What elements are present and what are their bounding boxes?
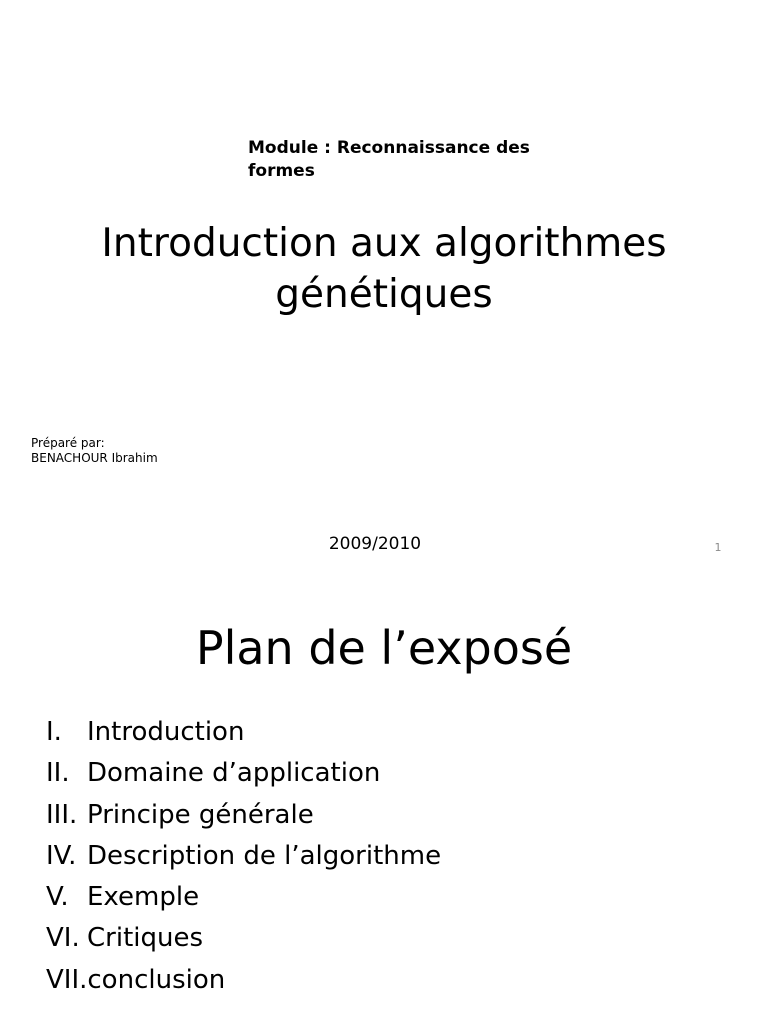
outline-title: Plan de l’exposé: [195, 621, 573, 675]
outline-item-label: Introduction: [87, 717, 245, 747]
outline-item-number: VII.: [46, 964, 88, 995]
outline-item-label: Exemple: [87, 882, 200, 913]
outline-item: [46, 918, 441, 959]
outline-item-label: conclusion: [87, 964, 226, 995]
outline-item-number: I.: [46, 717, 62, 747]
outline-item: [46, 877, 441, 918]
outline-item-number: II.: [46, 758, 70, 789]
outline-item: [46, 712, 441, 753]
outline-item-number: IV.: [46, 840, 77, 871]
outline-item-number: V.: [46, 882, 69, 913]
author-name: BENACHOUR Ibrahim: [31, 451, 158, 465]
outline-item-number: VI.: [46, 923, 80, 954]
outline-item: [46, 795, 441, 836]
outline-item-label: Critiques: [87, 923, 204, 954]
outline-item-label: Description de l’algorithme: [87, 840, 442, 871]
academic-year: 2009/2010: [328, 534, 422, 554]
module-title: Module : Reconnaissance des formes: [248, 138, 530, 181]
outline-slide: [0, 580, 768, 1024]
outline-item-number: III.: [46, 799, 78, 830]
outline-item: [46, 960, 441, 1001]
page-number: 1: [714, 541, 722, 554]
prepared-by-label: Préparé par:: [31, 436, 105, 450]
presentation-title: Introduction aux algorithmes génétiques: [101, 221, 667, 317]
outline-item-label: Domaine d’application: [87, 758, 381, 789]
outline-item: [46, 753, 441, 794]
outline-list: [46, 712, 441, 1001]
author-block: [31, 436, 158, 466]
outline-item-label: Principe générale: [87, 799, 314, 830]
outline-item: [46, 836, 441, 877]
